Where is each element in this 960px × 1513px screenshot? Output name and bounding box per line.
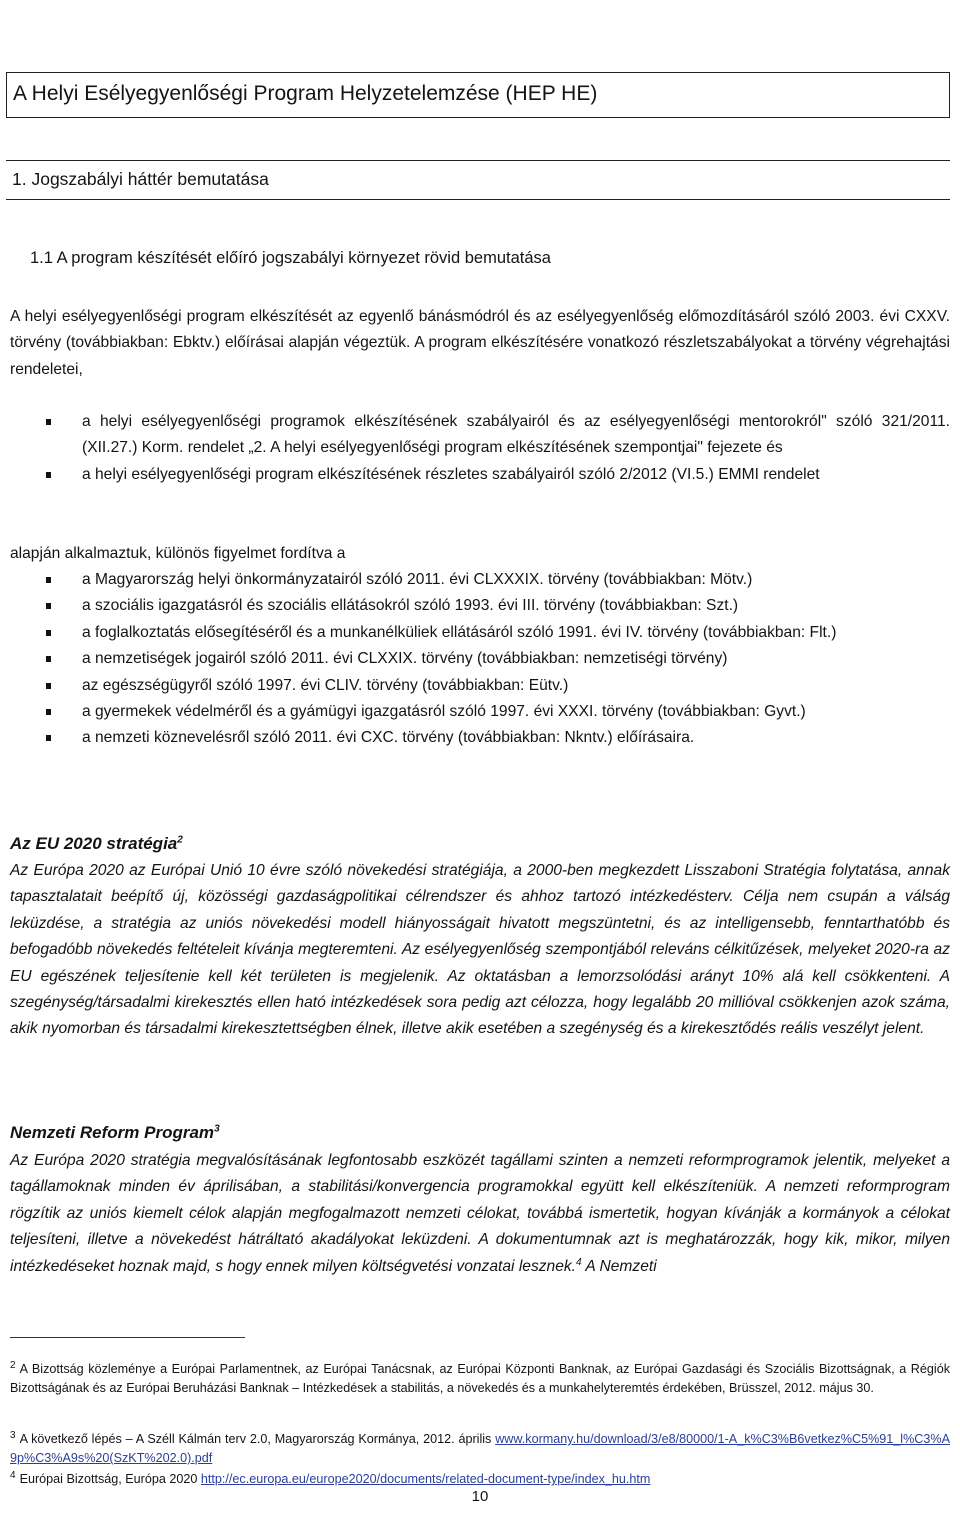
bullet-icon <box>46 472 51 478</box>
list-item-text: a foglalkoztatás elősegítéséről és a munkanélküliek ellátásáról szóló 1991. évi IV. törvény (továbbiakban: Flt.) <box>82 623 837 641</box>
footnote-link[interactable]: http://ec.europa.eu/europe2020/documents/related-document-type/index_hu.htm <box>200 1472 651 1486</box>
footnote-link[interactable]: www.kormany.hu/download/3/e8/80000/1-A_k%C3%B6vetkez%C5%91_l%C3%A9p%C3%A9s%20(SzKT%202.0).pdf <box>10 1432 950 1465</box>
eu2020-heading-text: Az EU 2020 stratégia <box>10 834 178 853</box>
list-item-text: a Magyarország helyi önkormányzatairól szóló 2011. évi CLXXXIX. törvény (továbbiakban: Mötv.) <box>82 571 753 588</box>
footnote-ref-2[interactable]: 2 <box>177 834 183 846</box>
eu2020-paragraph: Az Európa 2020 az Európai Unió 10 évre szóló növekedési stratégiája, a 2000-ben megkezdett Lisszaboni Stratégia folytatása, annak tapasztalatait beépítő új, közösségi gazdaságpolitikai célrendszer és ahhoz tartozó intézkedésterv. Célja nem csupán a válság leküzdése, a stratégia az uniós növekedési modell hiányosságait hivatott megszüntetni, és az intelligensebb, fenntarthatóbb és befogadóbb növekedés feltételeit kívánja megteremteni. Az esélyegyenlőség szempontjából releváns célkitűzések, melyeket 2020-ra az EU egészének teljesítenie kell két területen is megjelenik. Az oktatásban a lemorzsolódási arányt 10% alá kell csökkenteni. A szegénység/társadalmi kirekesztés ellen ható intézkedések sora pedig azt célozza, hogy legalább 20 millióval csökkenjen azok száma, akik nyomorban és társadalmi kirekesztettségben élnek, illetve akik esetében a szegénység és a kirekesztődés reális veszélyt jelent. <box>10 862 950 1038</box>
footnote-divider <box>10 1337 245 1338</box>
bullet-icon <box>46 683 51 689</box>
footnote-ref-4[interactable]: 4 <box>576 1256 582 1268</box>
list-item-text: a helyi esélyegyenlőségi program elkészítésének részletes szabályairól szóló 2/2012 (VI.5.) EMMI rendelet <box>82 465 820 483</box>
bullet-icon <box>46 709 51 715</box>
document-title: A Helyi Esélyegyenlőségi Program Helyzetelemzése (HEP HE) <box>13 82 598 105</box>
section-heading: 1. Jogszabályi háttér bemutatása <box>12 169 269 189</box>
intro-paragraph <box>10 304 950 383</box>
nrp-heading-text: Nemzeti Reform Program <box>10 1123 215 1142</box>
nrp-heading <box>10 1123 220 1143</box>
footnote-4 <box>10 1470 950 1489</box>
eu2020-heading <box>10 834 183 854</box>
nrp-paragraph <box>10 1148 950 1280</box>
list-item-text: a nemzeti köznevelésről szóló 2011. évi CXC. törvény (továbbiakban: Nkntv.) előírásaira. <box>82 729 695 747</box>
section-heading-box <box>6 160 950 200</box>
footnote-text: A Bizottság közleménye a Európai Parlamentnek, az Európai Tanácsnak, az Európai Központi Banknak, az Európai Gazdasági és Szociális Bizottságnak, a Régiók Bizottságának és az Európai Beruházási Banknak – Intézkedések a stabilitás, a növekedés és a munkahelyteremtés érdekében, Brüsszel, 2012. május 30. <box>10 1362 950 1395</box>
subsection-heading: 1.1 A program készítését előíró jogszabályi környezet rövid bemutatása <box>30 249 551 267</box>
nrp-text-tail: A Nemzeti <box>581 1257 657 1275</box>
list-item-text: az egészségügyről szóló 1997. évi CLIV. törvény (továbbiakban: Eütv.) <box>82 676 569 694</box>
bullet-icon <box>46 735 51 741</box>
applied-paragraph: alapján alkalmaztuk, különös figyelmet fordítva a <box>10 545 346 562</box>
list-item <box>82 620 950 646</box>
list-item <box>82 646 950 672</box>
law-list <box>82 567 950 752</box>
footnote-3 <box>10 1430 950 1468</box>
list-item-text: a nemzetiségek jogairól szóló 2011. évi CLXXIX. törvény (továbbiakban: nemzetiségi törvény) <box>82 650 728 668</box>
bullet-icon <box>46 656 51 662</box>
footnote-number: 2 <box>10 1359 16 1371</box>
nrp-text: Az Európa 2020 stratégia megvalósításának legfontosabb eszközét tagállami szinten a nemzeti reformprogramok jelentik, melyeket a tagállamoknak minden év áprilisában, a stabilitási/konvergencia programokkal együtt kell elkészíteniük. A nemzeti reformprogram rögzítik az uniós kiemelt célok alapján megfogalmazott nemzeti célokat, továbbá ismertetik, hogyan kívánják a kormányok a célokat teljesíteni, illetve a növekedést hátráltató akadályokat leküzdeni. A dokumentumnak azt is meghatározzák, hogy kik, mikor, milyen intézkedéseket hoznak majd, s hogy ennek milyen költségvetési vonzatai lesznek. <box>10 1152 950 1275</box>
bullet-icon <box>46 577 51 583</box>
footnote-ref-3[interactable]: 3 <box>214 1123 220 1135</box>
list-item-text: a szociális igazgatásról és szociális ellátásokról szóló 1993. évi III. törvény (továbbiakban: Szt.) <box>82 597 739 615</box>
list-item-text: a gyermekek védelméről és a gyámügyi igazgatásról szóló 1997. évi XXXI. törvény (továbbiakban: Gyvt.) <box>82 703 806 721</box>
intro-text-cont: A program elkészítésére vonatkozó részletszabályokat a törvény végrehajtási rendeletei, <box>10 334 950 378</box>
bullet-icon <box>46 630 51 636</box>
intro-text: A helyi esélyegyenlőségi program elkészítését az egyenlő bánásmódról és az esélyegyenlőség előmozdításáról szóló 2003. évi CXXV. törvény (továbbiakban: Ebktv.) előírásai alapján végeztük. <box>10 308 950 352</box>
list-item <box>82 409 950 462</box>
list-item <box>82 567 950 593</box>
footnote-2 <box>10 1360 950 1398</box>
footnote-text: A következő lépés – A Széll Kálmán terv 2.0, Magyarország Kormánya, 2012. április <box>19 1432 496 1446</box>
footnote-text: Európai Bizottság, Európa 2020 <box>19 1472 201 1486</box>
list-item <box>82 593 950 619</box>
list-item <box>82 725 950 751</box>
list-item-text: a helyi esélyegyenlőségi programok elkészítésének szabályairól és az esélyegyenlőségi mentorokról" szóló 321/2011. (XII.27.) Korm. rendelet „2. A helyi esélyegyenlőségi program elkészítésének szempontjai" fejezete és <box>82 413 950 457</box>
list-item <box>82 673 950 699</box>
title-box <box>6 72 950 118</box>
footnote-number: 4 <box>10 1469 16 1481</box>
bullet-icon <box>46 603 51 609</box>
list-item <box>82 699 950 725</box>
page-number: 10 <box>471 1488 489 1505</box>
bullet-icon <box>46 419 51 425</box>
regulation-list <box>82 409 950 488</box>
list-item <box>82 462 950 488</box>
footnote-number: 3 <box>10 1429 16 1441</box>
